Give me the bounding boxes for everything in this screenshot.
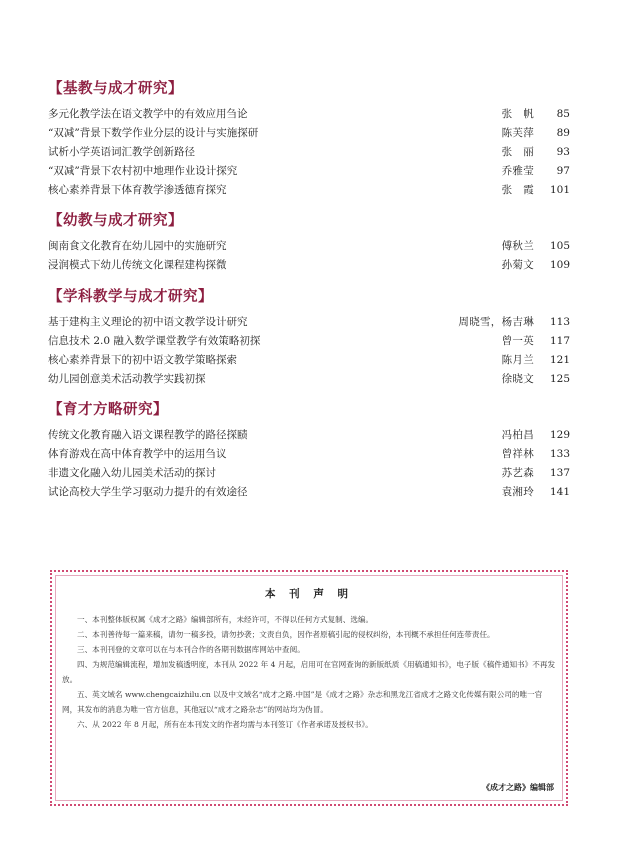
notice-item: 四、为规范编辑流程，增加发稿透明度，本刊从 2022 年 4 月起，启用可在官网查询的新版纸质《用稿通知书》，电子版《稿件通知书》不再发放。 bbox=[62, 660, 556, 684]
toc-entry-author: 陈月兰 bbox=[501, 354, 534, 366]
toc-entry-author: 张 帆 bbox=[501, 108, 534, 120]
toc-entry-author: 徐晓文 bbox=[501, 373, 534, 385]
toc-entry[interactable] bbox=[48, 426, 570, 445]
toc-entry[interactable] bbox=[48, 162, 570, 181]
notice-item: 一、本刊整体版权属《成才之路》编辑部所有，未经许可，不得以任何方式复制、选编。 bbox=[77, 615, 374, 624]
toc-entry[interactable] bbox=[48, 105, 570, 124]
toc-entry-author: 傅秋兰 bbox=[501, 240, 534, 252]
toc-entry-author: 袁湘玲 bbox=[501, 486, 534, 498]
toc-entry-author: 陈芙萍 bbox=[501, 127, 534, 139]
notice-box bbox=[50, 570, 568, 806]
toc-entry-author: 乔雅莹 bbox=[501, 165, 534, 177]
toc-entry-page: 121 bbox=[549, 354, 570, 366]
section-title: 【幼教与成才研究】 bbox=[48, 213, 183, 229]
notice-item: 三、本刊刊登的文章可以在与本刊合作的各期刊数据库网站中查阅。 bbox=[77, 645, 305, 654]
toc-entry[interactable] bbox=[48, 464, 570, 483]
toc-entry-title: “双减”背景下农村初中地理作业设计探究 bbox=[48, 165, 238, 177]
toc-entry[interactable] bbox=[48, 445, 570, 464]
toc-entry-page: 113 bbox=[549, 316, 570, 328]
toc-entry[interactable] bbox=[48, 332, 570, 351]
toc-entry-title: 幼儿园创意美术活动教学实践初探 bbox=[48, 373, 206, 385]
notice-item: 二、本刊善待每一篇来稿，请勿一稿多投，请勿抄袭；文责自负，因作者原稿引起的侵权纠纷，本刊概不承担任何连带责任。 bbox=[77, 630, 495, 639]
toc-entry[interactable] bbox=[48, 237, 570, 256]
section-jijiao bbox=[48, 79, 570, 200]
toc-entry-page: 141 bbox=[549, 486, 570, 498]
toc-entry[interactable] bbox=[48, 313, 570, 332]
toc-entry-page: 93 bbox=[556, 146, 570, 158]
toc-entry[interactable] bbox=[48, 351, 570, 370]
section-title: 【育才方略研究】 bbox=[48, 402, 168, 418]
toc-entry-page: 137 bbox=[549, 467, 570, 479]
notice-title: 本 刊 声 明 bbox=[265, 588, 353, 600]
toc-entry-author: 孙菊文 bbox=[501, 259, 534, 271]
toc-entry-author: 曾一英 bbox=[501, 335, 534, 347]
toc-entry-title: 试论高校大学生学习驱动力提升的有效途径 bbox=[48, 486, 248, 498]
toc-entry-page: 89 bbox=[556, 127, 570, 139]
toc-entry-author: 张 丽 bbox=[501, 146, 534, 158]
toc-entry[interactable] bbox=[48, 370, 570, 389]
toc-entry-title: 试析小学英语词汇教学创新路径 bbox=[48, 146, 195, 158]
toc-entry-page: 109 bbox=[549, 259, 570, 271]
toc-entry[interactable] bbox=[48, 143, 570, 162]
toc-entry-author: 冯柏昌 bbox=[501, 429, 534, 441]
toc-entry-title: 基于建构主义理论的初中语文教学设计研究 bbox=[48, 316, 248, 328]
section-title: 【学科教学与成才研究】 bbox=[48, 289, 213, 305]
toc-entry[interactable] bbox=[48, 483, 570, 502]
toc-entry-title: 传统文化教育融入语文课程教学的路径探赜 bbox=[48, 429, 248, 441]
toc-entry-page: 97 bbox=[556, 165, 570, 177]
toc-entry-author: 曾祥林 bbox=[501, 448, 534, 460]
toc-entry-title: 核心素养背景下体育教学渗透德育探究 bbox=[48, 184, 227, 196]
toc-entry[interactable] bbox=[48, 124, 570, 143]
toc-entry-page: 133 bbox=[549, 448, 570, 460]
toc-entry-page: 85 bbox=[556, 108, 570, 120]
toc-entry[interactable] bbox=[48, 181, 570, 200]
toc-entry-author: 苏艺森 bbox=[501, 467, 534, 479]
notice-item: 六、从 2022 年 8 月起，所有在本刊发文的作者均需与本刊签订《作者承诺及授权书》。 bbox=[77, 720, 373, 729]
toc-entry-title: 核心素养背景下的初中语文教学策略探索 bbox=[48, 354, 237, 366]
toc-entry-page: 117 bbox=[549, 335, 570, 347]
toc-entry-title: 闽南食文化教育在幼儿园中的实施研究 bbox=[48, 240, 227, 252]
toc-entry-title: 多元化教学法在语文教学中的有效应用刍论 bbox=[48, 108, 248, 120]
toc-entry-author: 张 霞 bbox=[501, 184, 534, 196]
toc-entry-page: 129 bbox=[549, 429, 570, 441]
section-title: 【基教与成才研究】 bbox=[48, 81, 183, 97]
section-yucai bbox=[48, 400, 570, 502]
toc-entry-title: 非遗文化融入幼儿园美术活动的探讨 bbox=[48, 467, 216, 479]
section-youjiao bbox=[48, 211, 570, 275]
toc-entry-title: 浸润模式下幼儿传统文化课程建构探微 bbox=[48, 259, 227, 271]
toc-entry-page: 125 bbox=[549, 373, 570, 385]
notice-body bbox=[62, 612, 556, 732]
toc-entry-title: 信息技术 2.0 融入数学课堂教学有效策略初探 bbox=[48, 335, 261, 347]
toc-entry-author: 周晓雪，杨吉琳 bbox=[458, 316, 534, 328]
notice-item: 五、英文域名 www.chengcaizhilu.cn 以及中文域名“成才之路.中国”是《成才之路》杂志和黑龙江省成才之路文化传媒有限公司的唯一官网，其发布的消息为唯一官方信息，其他冠以“成才之路杂志”的网站均为伪冒。 bbox=[62, 690, 543, 714]
section-xueke bbox=[48, 287, 570, 389]
toc-entry-title: 体育游戏在高中体育教学中的运用刍议 bbox=[48, 448, 227, 460]
notice-signature: 《成才之路》编辑部 bbox=[482, 783, 554, 792]
toc-entry-page: 101 bbox=[549, 184, 570, 196]
toc-entry[interactable] bbox=[48, 256, 570, 275]
toc-entry-page: 105 bbox=[549, 240, 570, 252]
toc-entry-title: “双减”背景下数学作业分层的设计与实施探研 bbox=[48, 127, 259, 139]
